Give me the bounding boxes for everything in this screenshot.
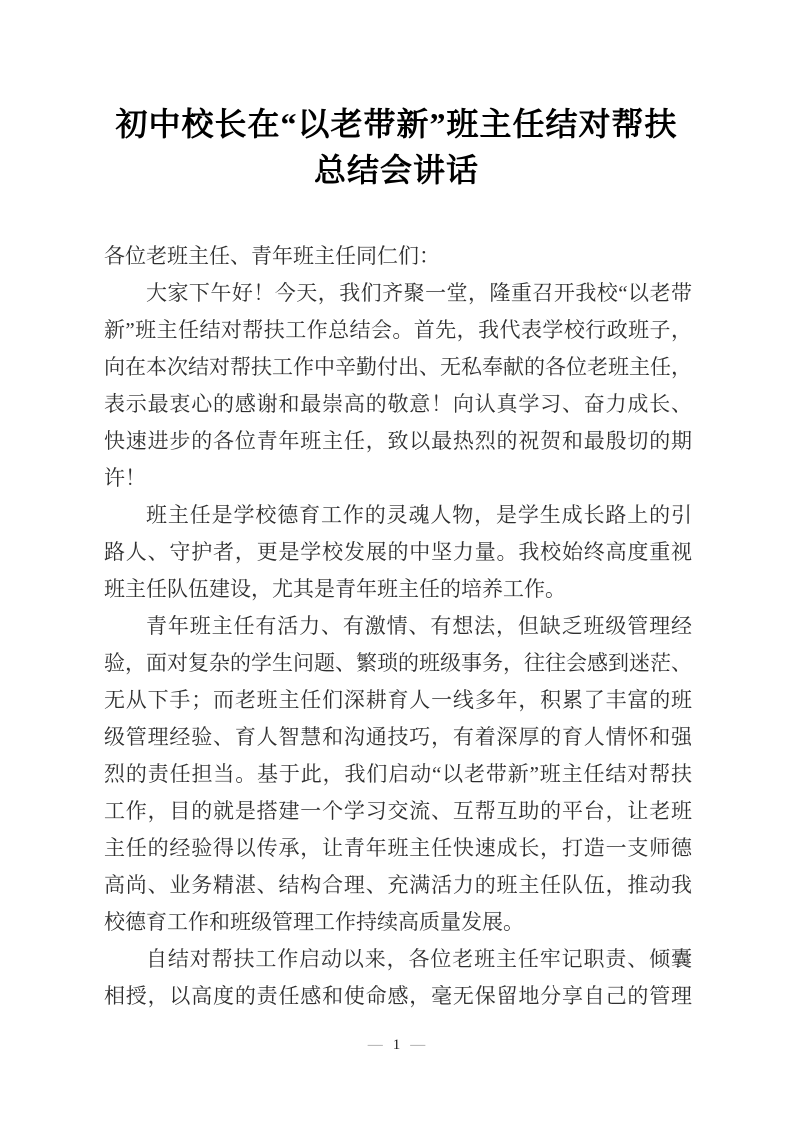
text-line: 验，面对复杂的学生问题、繁琐的班级事务，往往会感到迷茫、 [104, 651, 692, 675]
text-line: 无从下手；而老班主任们深耕育人一线多年，积累了丰富的班 [104, 688, 692, 712]
text-line: 主任的经验得以传承，让青年班主任快速成长，打造一支师德 [104, 836, 692, 860]
text-line: 大家下午好！今天，我们齐聚一堂，隆重召开我校“以老带 [146, 281, 692, 305]
text-line: 烈的责任担当。基于此，我们启动“以老带新”班主任结对帮扶 [104, 762, 692, 786]
text-line: 高尚、业务精湛、结构合理、充满活力的班主任队伍，推动我 [104, 873, 692, 897]
text-line: 新”班主任结对帮扶工作总结会。首先，我代表学校行政班子， [104, 318, 692, 342]
page-footer [0, 1034, 793, 1056]
text-line: 许！ [104, 466, 146, 490]
text-line: 表示最衷心的感谢和最崇高的敬意！向认真学习、奋力成长、 [104, 392, 692, 416]
text-line: 自结对帮扶工作启动以来，各位老班主任牢记职责、倾囊 [146, 947, 692, 971]
text-line: 级管理经验、育人智慧和沟通技巧，有着深厚的育人情怀和强 [104, 725, 692, 749]
text-line: 各位老班主任、青年班主任同仁们： [104, 244, 440, 268]
document-title [40, 101, 753, 193]
text-line: 向在本次结对帮扶工作中辛勤付出、无私奉献的各位老班主任， [104, 355, 692, 379]
text-line: 青年班主任有活力、有激情、有想法，但缺乏班级管理经 [146, 614, 692, 638]
footer-dash-left: — [367, 1037, 383, 1053]
text-line: 工作，目的就是搭建一个学习交流、互帮互助的平台，让老班 [104, 799, 692, 823]
text-line: 快速进步的各位青年班主任，致以最热烈的祝贺和最殷切的期 [104, 429, 692, 453]
text-line: 相授，以高度的责任感和使命感，毫无保留地分享自己的管理 [104, 984, 692, 1008]
footer-dash-right: — [410, 1037, 426, 1053]
document-title-line-1: 初中校长在“以老带新”班主任结对帮扶 [115, 106, 678, 142]
text-line: 班主任是学校德育工作的灵魂人物，是学生成长路上的引 [146, 503, 692, 527]
text-line: 校德育工作和班级管理工作持续高质量发展。 [104, 910, 524, 934]
document-body [104, 238, 692, 1015]
page-number: 1 [392, 1037, 401, 1053]
text-line: 班主任队伍建设，尤其是青年班主任的培养工作。 [104, 577, 566, 601]
text-line: 路人、守护者，更是学校发展的中坚力量。我校始终高度重视 [104, 540, 692, 564]
document-title-line-2: 总结会讲话 [313, 152, 479, 188]
